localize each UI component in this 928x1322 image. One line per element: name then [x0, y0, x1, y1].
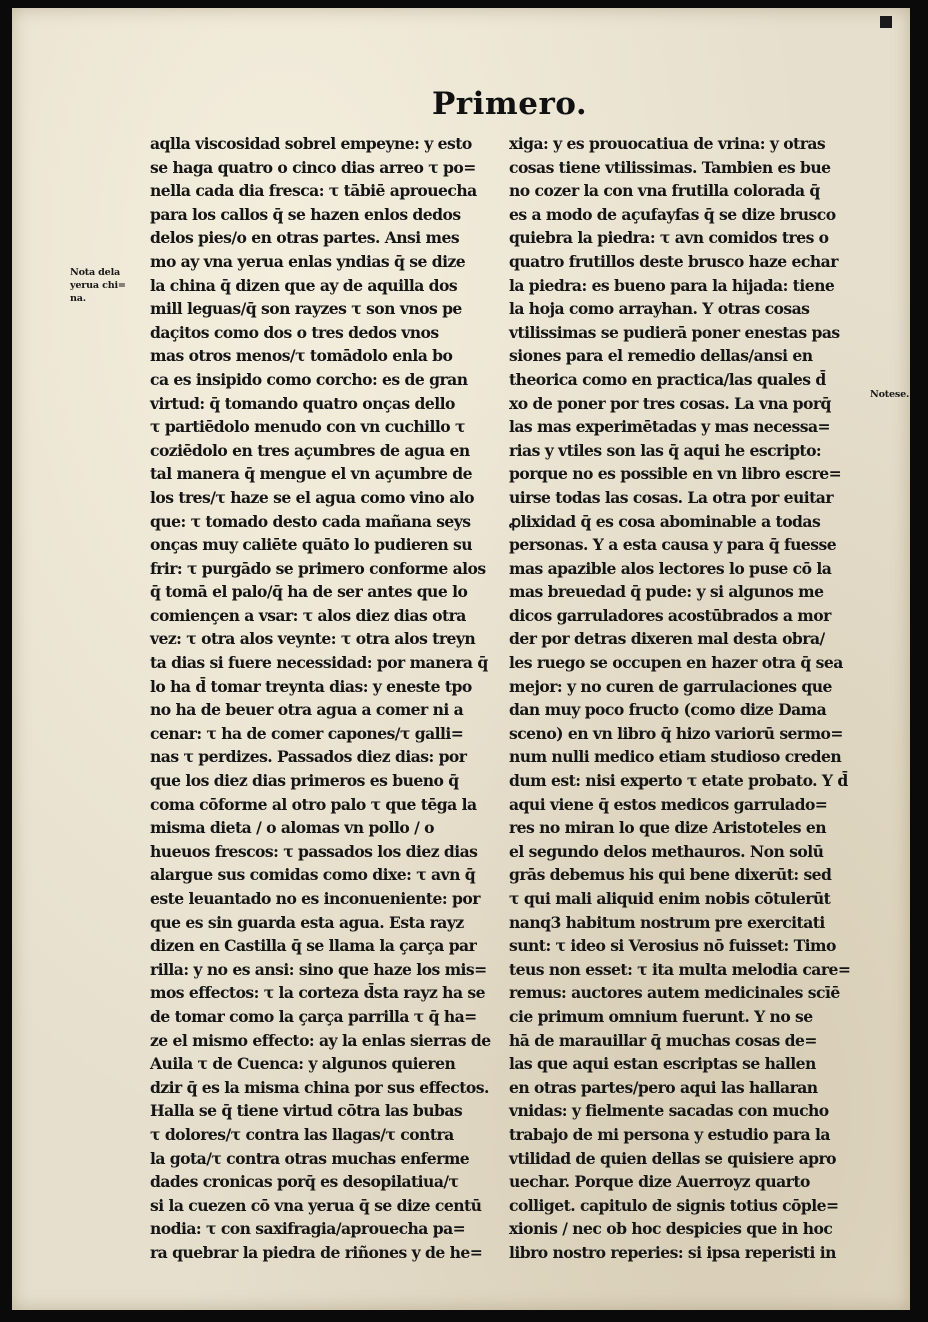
- margin-note-left: [70, 266, 150, 305]
- text-line: grās debemus his qui bene dixerūt: sed: [509, 865, 832, 885]
- text-line: ꝓlixidad q̄ es cosa abominable a todas: [509, 511, 821, 531]
- text-line: ca es insipido como corcho: es de gran: [150, 369, 468, 389]
- text-line: onças muy caliēte quāto lo pudieren su: [150, 535, 473, 555]
- text-line: nodia: τ con saxifragia/aprouecha pa=: [150, 1219, 466, 1239]
- text-line: num nulli medico etiam studioso creden: [509, 747, 842, 767]
- text-line: libro nostro reperies: si ipsa reperisti in: [509, 1242, 836, 1262]
- text-line: la gota/τ contra otras muchas enferme: [150, 1148, 470, 1168]
- text-line: dades cronicas porq̄ es desopilatiua/τ: [150, 1172, 459, 1192]
- text-line: siones para el remedio dellas/ansi en: [509, 346, 813, 366]
- book-page: [12, 8, 910, 1310]
- text-line: de tomar como la çarça parrilla τ q̄ ha=: [150, 1006, 477, 1026]
- text-line: ze el mismo effecto: ay la enlas sierras de: [150, 1030, 491, 1050]
- text-line: las que aqui estan escriptas se hallen: [509, 1054, 816, 1074]
- text-line: nella cada dia fresca: τ tābiē aprouecha: [150, 181, 477, 201]
- text-line: en otras partes/pero aqui las hallaran: [509, 1077, 818, 1097]
- margin-note-line: Nota dela: [70, 267, 121, 278]
- text-line: este leuantado no es inconueniente: por: [150, 889, 480, 908]
- text-line: cenar: τ ha de comer capones/τ galli=: [150, 723, 464, 743]
- text-line: uechar. Porque dize Auerroyz quarto: [509, 1172, 810, 1192]
- text-line: que: τ tomado desto cada mañana seys: [150, 511, 471, 531]
- text-line: der por detras dixeren mal desta obra/: [509, 629, 825, 649]
- margin-note-right: [870, 388, 910, 401]
- text-line: no cozer la con vna frutilla colorada q̄: [509, 181, 820, 201]
- text-line: dizen en Castilla q̄ se llama la çarça par: [150, 936, 477, 956]
- text-line: teus non esset: τ ita multa melodia care=: [509, 959, 851, 979]
- text-line: xionis / nec ob hoc despicies que in hoc: [509, 1219, 833, 1239]
- text-line: las mas experimētadas y mas necessa=: [509, 417, 831, 437]
- text-line: delos pies/o en otras partes. Ansi mes: [150, 228, 460, 248]
- text-line: quiebra la piedra: τ avn comidos tres o: [509, 228, 829, 248]
- text-line: coziēdolo en tres açumbres de agua en: [150, 440, 470, 460]
- text-line: la hoja como arrayhan. Y otras cosas: [509, 299, 810, 319]
- text-line: mas apazible alos lectores lo puse cō la: [509, 558, 832, 578]
- text-line: los tres/τ haze se el agua como vino alo: [150, 487, 475, 507]
- text-line: vtilidad de quien dellas se quisiere apro: [509, 1148, 837, 1168]
- text-line: hueuos frescos: τ passados los diez dias: [150, 841, 478, 861]
- text-line: colliget. capitulo de signis totius cōple=: [509, 1195, 839, 1215]
- text-line: mejor: y no curen de garrulaciones que: [509, 676, 832, 696]
- text-line: dum est: nisi experto τ etate probato. Y d̄: [509, 771, 848, 791]
- text-line: τ qui mali aliquid enim nobis cōtulerūt: [509, 889, 831, 908]
- text-line: dan muy poco fructo (como dize Dama: [509, 700, 827, 720]
- text-line: Auila τ de Cuenca: y algunos quieren: [150, 1054, 456, 1074]
- text-line: daçitos como dos o tres dedos vnos: [150, 322, 439, 342]
- text-line: vtilissimas se pudierā poner enestas pas: [509, 322, 840, 342]
- text-line: porque no es possible en vn libro escre=: [509, 464, 842, 484]
- text-line: q̄ tomā el palo/q̄ ha de ser antes que lo: [150, 582, 468, 602]
- text-line: rias y vtiles son las q̄ aqui he escripto:: [509, 440, 822, 460]
- text-line: ra quebrar la piedra de riñones y de he=: [150, 1242, 483, 1262]
- text-line: ta dias si fuere necessidad: por manera q̄: [150, 653, 488, 673]
- text-line: cie primum omnium fuerunt. Y no se: [509, 1006, 813, 1026]
- text-line: trabajo de mi persona y estudio para la: [509, 1124, 830, 1144]
- text-line: frir: τ purgādo se primero conforme alos: [150, 558, 486, 578]
- text-line: res no miran lo que dize Aristoteles en: [509, 818, 827, 838]
- text-line: sunt: τ ideo si Verosius nō fuisset: Timo: [509, 936, 836, 956]
- text-line: cosas tiene vtilissimas. Tambien es bue: [509, 157, 831, 177]
- margin-note-line: Notese.: [870, 389, 910, 400]
- text-line: comiençen a vsar: τ alos diez dias otra: [150, 605, 466, 625]
- text-line: para los callos q̄ se hazen enlos dedos: [150, 204, 461, 224]
- text-line: no ha de beuer otra agua a comer ni a: [150, 700, 464, 720]
- text-line: coma cōforme al otro palo τ que tēga la: [150, 794, 477, 814]
- text-line: se haga quatro o cinco dias arreo τ po=: [150, 157, 476, 177]
- text-line: alargue sus comidas como dixe: τ avn q̄: [150, 865, 476, 885]
- text-line: el segundo delos methauros. Non solū: [509, 841, 824, 861]
- text-line: es a modo de açufayfas q̄ se dize brusco: [509, 204, 836, 224]
- text-line: aqui viene q̄ estos medicos garrulado=: [509, 794, 828, 814]
- text-line: theorica como en practica/las quales d̄: [509, 369, 826, 389]
- corner-mark: [880, 16, 892, 28]
- text-line: nanq3 habitum nostrum pre exercitati: [509, 912, 825, 932]
- text-line: quatro frutillos deste brusco haze echar: [509, 251, 838, 271]
- text-line: sceno) en vn libro q̄ hizo variorū sermo=: [509, 723, 843, 743]
- text-line: mill leguas/q̄ son rayzes τ son vnos pe: [150, 299, 462, 319]
- text-line: remus: auctores autem medicinales scīē: [509, 983, 840, 1003]
- text-line: nas τ perdizes. Passados diez dias: por: [150, 747, 467, 767]
- running-head: Primero.: [432, 86, 588, 122]
- text-line: uirse todas las cosas. La otra por euitar: [509, 487, 834, 507]
- text-line: mo ay vna yerua enlas yndias q̄ se dize: [150, 251, 466, 271]
- text-line: la piedra: es bueno para la hijada: tiene: [509, 275, 835, 295]
- text-line: xo de poner por tres cosas. La vna porq̄: [509, 393, 831, 413]
- text-line: τ partiēdolo menudo con vn cuchillo τ: [150, 417, 465, 437]
- text-line: dzir q̄ es la misma china por sus effectos.: [150, 1077, 489, 1097]
- text-line: lo ha d̄ tomar treynta dias: y eneste tpo: [150, 676, 472, 696]
- text-line: que los diez dias primeros es bueno q̄: [150, 771, 459, 791]
- text-line: rilla: y no es ansi: sino que haze los mis=: [150, 959, 487, 979]
- text-line: la china q̄ dizen que ay de aquilla dos: [150, 275, 458, 295]
- text-line: dicos garruladores acostūbrados a mor: [509, 605, 831, 625]
- text-line: vez: τ otra alos veynte: τ otra alos treyn: [150, 629, 476, 649]
- text-line: personas. Y a esta causa y para q̄ fuesse: [509, 535, 837, 555]
- text-column-right: [509, 132, 854, 1265]
- text-line: tal manera q̄ mengue el vn açumbre de: [150, 464, 472, 484]
- text-line: Halla se q̄ tiene virtud cōtra las bubas: [150, 1101, 463, 1121]
- margin-note-line: yerua chi=: [70, 280, 126, 291]
- text-line: hā de marauillar q̄ muchas cosas de=: [509, 1030, 817, 1050]
- margin-note-line: na.: [70, 293, 86, 304]
- text-line: que es sin guarda esta agua. Esta rayz: [150, 912, 464, 932]
- text-line: aqlla viscosidad sobrel empeyne: y esto: [150, 134, 472, 153]
- text-line: mos effectos: τ la corteza d̄sta rayz ha se: [150, 983, 485, 1003]
- text-line: les ruego se occupen en hazer otra q̄ sea: [509, 653, 843, 673]
- text-line: mas otros menos/τ tomādolo enla bo: [150, 346, 453, 366]
- text-line: vnidas: y fielmente sacadas con mucho: [509, 1101, 829, 1121]
- text-line: τ dolores/τ contra las llagas/τ contra: [150, 1124, 454, 1144]
- text-line: virtud: q̄ tomando quatro onças dello: [150, 393, 455, 413]
- text-line: misma dieta / o alomas vn pollo / o: [150, 818, 434, 838]
- text-column-left: [150, 132, 495, 1265]
- text-line: xiga: y es prouocatiua de vrina: y otras: [509, 134, 826, 153]
- text-line: mas breuedad q̄ pude: y si algunos me: [509, 582, 824, 602]
- text-line: si la cuezen cō vna yerua q̄ se dize centū: [150, 1195, 482, 1215]
